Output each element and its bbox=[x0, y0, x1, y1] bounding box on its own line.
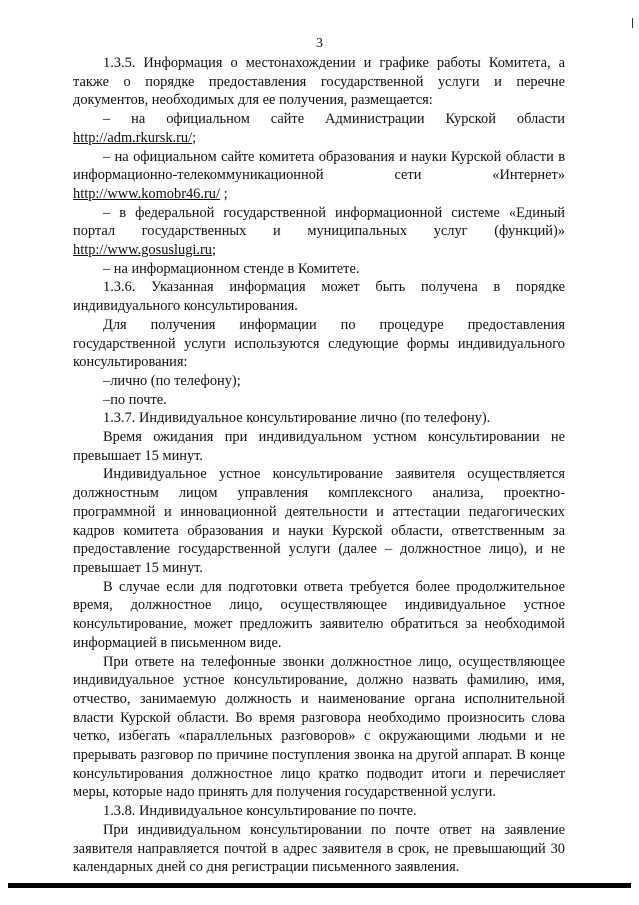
paragraph-tail: ; bbox=[219, 185, 228, 202]
paragraph-longer-time: В случае если для подготовки ответа требуется более продолжительное время, должностное лицо, осуществляющее индивидуальное устное консультирование, может предложить заявителю обратиться за необходимой информацией в письменном виде. bbox=[73, 578, 565, 651]
paragraph-wait-time: Время ожидания при индивидуальном устном консультировании не превышает 15 минут. bbox=[73, 429, 565, 464]
page-edge-mark bbox=[632, 18, 633, 28]
admin-site-link[interactable]: http://adm.rkursk.ru/ bbox=[73, 129, 193, 146]
paragraph-info-stand: – на информационном стенде в Комитете. bbox=[103, 260, 360, 277]
paragraph-consult-forms: Для получения информации по процедуре предоставления государственной услуги используются следующие формы индивидуального консультирования: bbox=[73, 316, 565, 371]
paragraph-text: – в федеральной государственной информационной системе «Единый портал государственных и муниципальных услуг (функций)» bbox=[73, 204, 565, 240]
document-body bbox=[73, 54, 565, 877]
paragraph-oral-consult: Индивидуальное устное консультирование заявителя осуществляется должностным лицом управления комплексного анализа, проектно-программной и инновационной деятельности и аттестации педагогических кадров комитета образования и науки Курской области, ответственным за предоставление государственной услуги (далее – должностное лицо), и не превышает 15 минут. bbox=[73, 466, 565, 576]
paragraph-committee-site bbox=[73, 148, 565, 204]
paragraph-mail-answer: При индивидуальном консультировании по почте ответ на заявление заявителя направляется почтой в адрес заявителя в срок, не превышающий 30 календарных дней со дня регистрации письменного заявления. bbox=[73, 821, 565, 876]
paragraph-text: – на официальном сайте Администрации Курской области bbox=[103, 111, 565, 128]
list-item-mail: –по почте. bbox=[103, 391, 167, 408]
gosuslugi-link[interactable]: http://www.gosuslugi.ru bbox=[73, 242, 212, 259]
list-item-phone: –лично (по телефону); bbox=[103, 372, 241, 389]
paragraph-text: – на официальном сайте комитета образования и науки Курской области в информационно-телекоммуникационной сети «Интернет» bbox=[73, 148, 565, 184]
paragraph-1-3-7: 1.3.7. Индивидуальное консультирование лично (по телефону). bbox=[103, 410, 491, 427]
paragraph-1-3-8: 1.3.8. Индивидуальное консультирование по почте. bbox=[103, 803, 417, 820]
bottom-border-line bbox=[8, 883, 631, 888]
paragraph-phone-answer: При ответе на телефонные звонки должностное лицо, осуществляющее индивидуальное устное консультирование, должно назвать фамилию, имя, отчество, занимаемую должность и наименование органа исполнительной власти Курской области. Во время разговора необходимо произносить слова четко, избегать «параллельных разговоров» с окружающими людьми и не прерывать разговор по причине поступления звонка на другой аппарат. В конце консультирования должностное лицо кратко подводит итоги и перечисляет меры, которые надо принять для получения государственной услуги. bbox=[73, 653, 565, 801]
paragraph-tail: ; bbox=[211, 242, 216, 259]
page-number: 3 bbox=[316, 36, 323, 51]
paragraph-1-3-5: 1.3.5. Информация о местонахождении и графике работы Комитета, а также о порядке предоставления государственной услуги и перечне документов, необходимых для ее получения, размещается: bbox=[73, 55, 565, 109]
paragraph-tail: ; bbox=[192, 129, 197, 146]
paragraph-admin-site bbox=[73, 110, 565, 147]
paragraph-gosuslugi bbox=[73, 204, 565, 260]
paragraph-1-3-6: 1.3.6. Указанная информация может быть получена в порядке индивидуального консультирования. bbox=[73, 279, 565, 315]
committee-site-link[interactable]: http://www.komobr46.ru/ bbox=[73, 185, 220, 202]
